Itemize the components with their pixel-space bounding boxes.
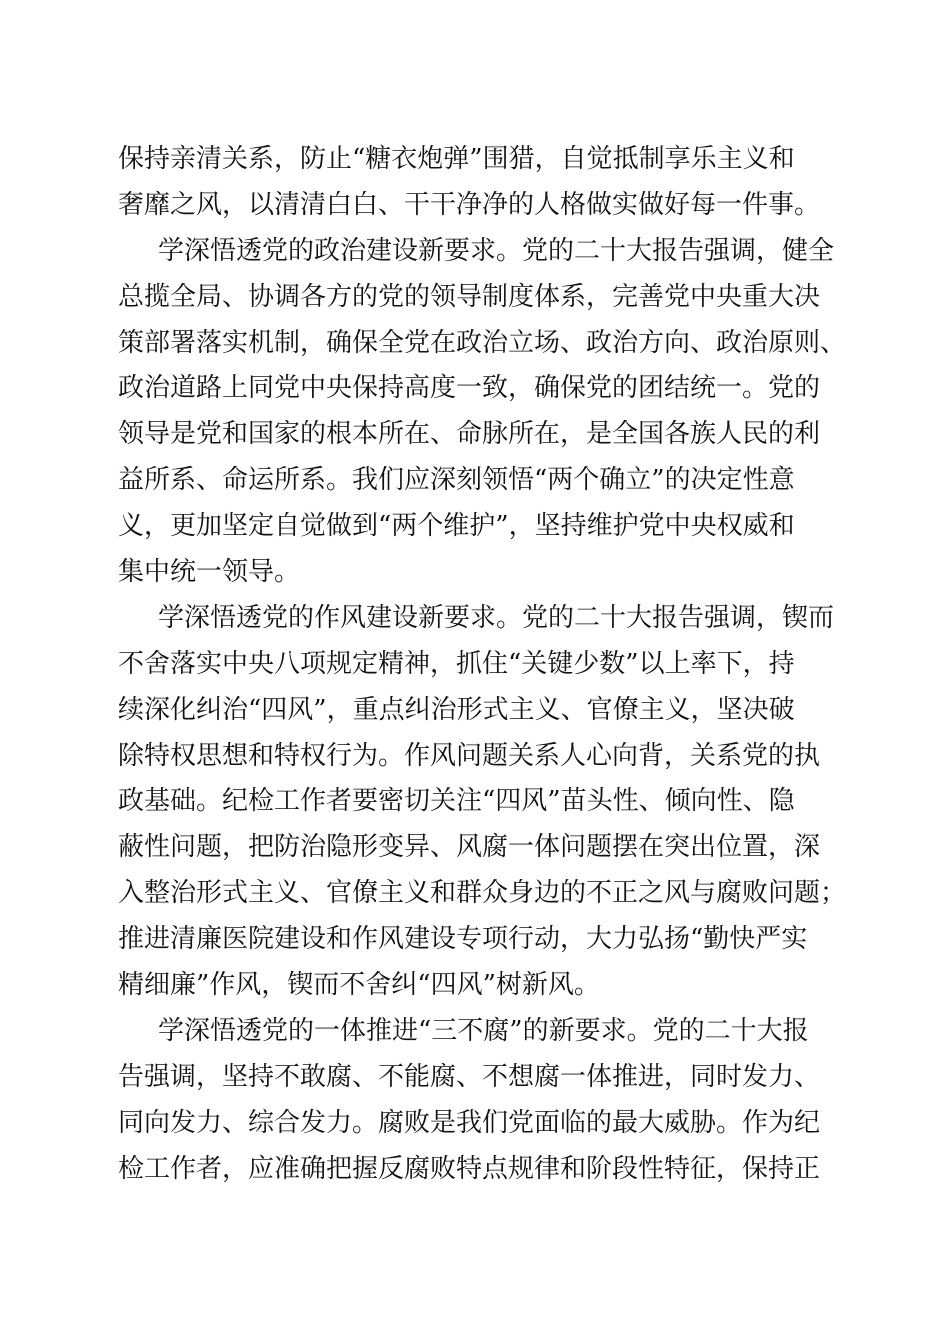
text-line: 领导是党和国家的根本所在、命脉所在，是全国各族人民的利 <box>118 419 821 450</box>
text-line: 蔽性问题，把防治隐形变异、风腐一体问题摆在突出位置，深 <box>118 832 821 863</box>
text-line: 集中统一领导。 <box>118 557 301 588</box>
document-body <box>118 137 847 1192</box>
text-line: 总揽全局、协调各方的党的领导制度体系，完善党中央重大决 <box>118 281 821 312</box>
text-line: 策部署落实机制，确保全党在政治立场、政治方向、政治原则、 <box>118 327 847 358</box>
text-line: 奢靡之风，以清清白白、干干净净的人格做实做好每一件事。 <box>118 189 821 220</box>
text-line: 同向发力、综合发力。腐败是我们党面临的最大威胁。作为纪 <box>118 1107 821 1138</box>
text-line: 告强调，坚持不敢腐、不能腐、不想腐一体推进，同时发力、 <box>118 1061 821 1092</box>
text-line: 入整治形式主义、官僚主义和群众身边的不正之风与腐败问题； <box>118 878 847 909</box>
text-line: 推进清廉医院建设和作风建设专项行动，大力弘扬“勤快严实 <box>118 924 808 955</box>
text-line: 保持亲清关系，防止“糖衣炮弹”围猎，自觉抵制享乐主义和 <box>118 144 795 174</box>
paragraph-first-line: 学深悟透党的作风建设新要求。党的二十大报告强调，锲而 <box>158 602 835 633</box>
text-line: 续深化纠治“四风”，重点纠治形式主义、官僚主义，坚决破 <box>118 694 795 725</box>
paragraph-first-line: 学深悟透党的一体推进“三不腐”的新要求。党的二十大报 <box>158 1015 809 1046</box>
text-line: 义，更加坚定自觉做到“两个维护”，坚持维护党中央权威和 <box>118 511 795 542</box>
text-line: 精细廉”作风，锲而不舍纠“四风”树新风。 <box>118 970 600 1001</box>
text-line: 益所系、命运所系。我们应深刻领悟“两个确立”的决定性意 <box>118 465 795 496</box>
text-line: 检工作者，应准确把握反腐败特点规律和阶段性特征，保持正 <box>118 1153 821 1184</box>
text-line: 除特权思想和特权行为。作风问题关系人心向背，关系党的执 <box>118 740 821 771</box>
text-line: 不舍落实中央八项规定精神，抓住“关键少数”以上率下，持 <box>118 648 795 679</box>
text-line: 政基础。纪检工作者要密切关注“四风”苗头性、倾向性、隐 <box>118 786 795 817</box>
text-line: 政治道路上同党中央保持高度一致，确保党的团结统一。党的 <box>118 373 821 404</box>
paragraph-first-line: 学深悟透党的政治建设新要求。党的二十大报告强调，健全 <box>158 235 835 266</box>
